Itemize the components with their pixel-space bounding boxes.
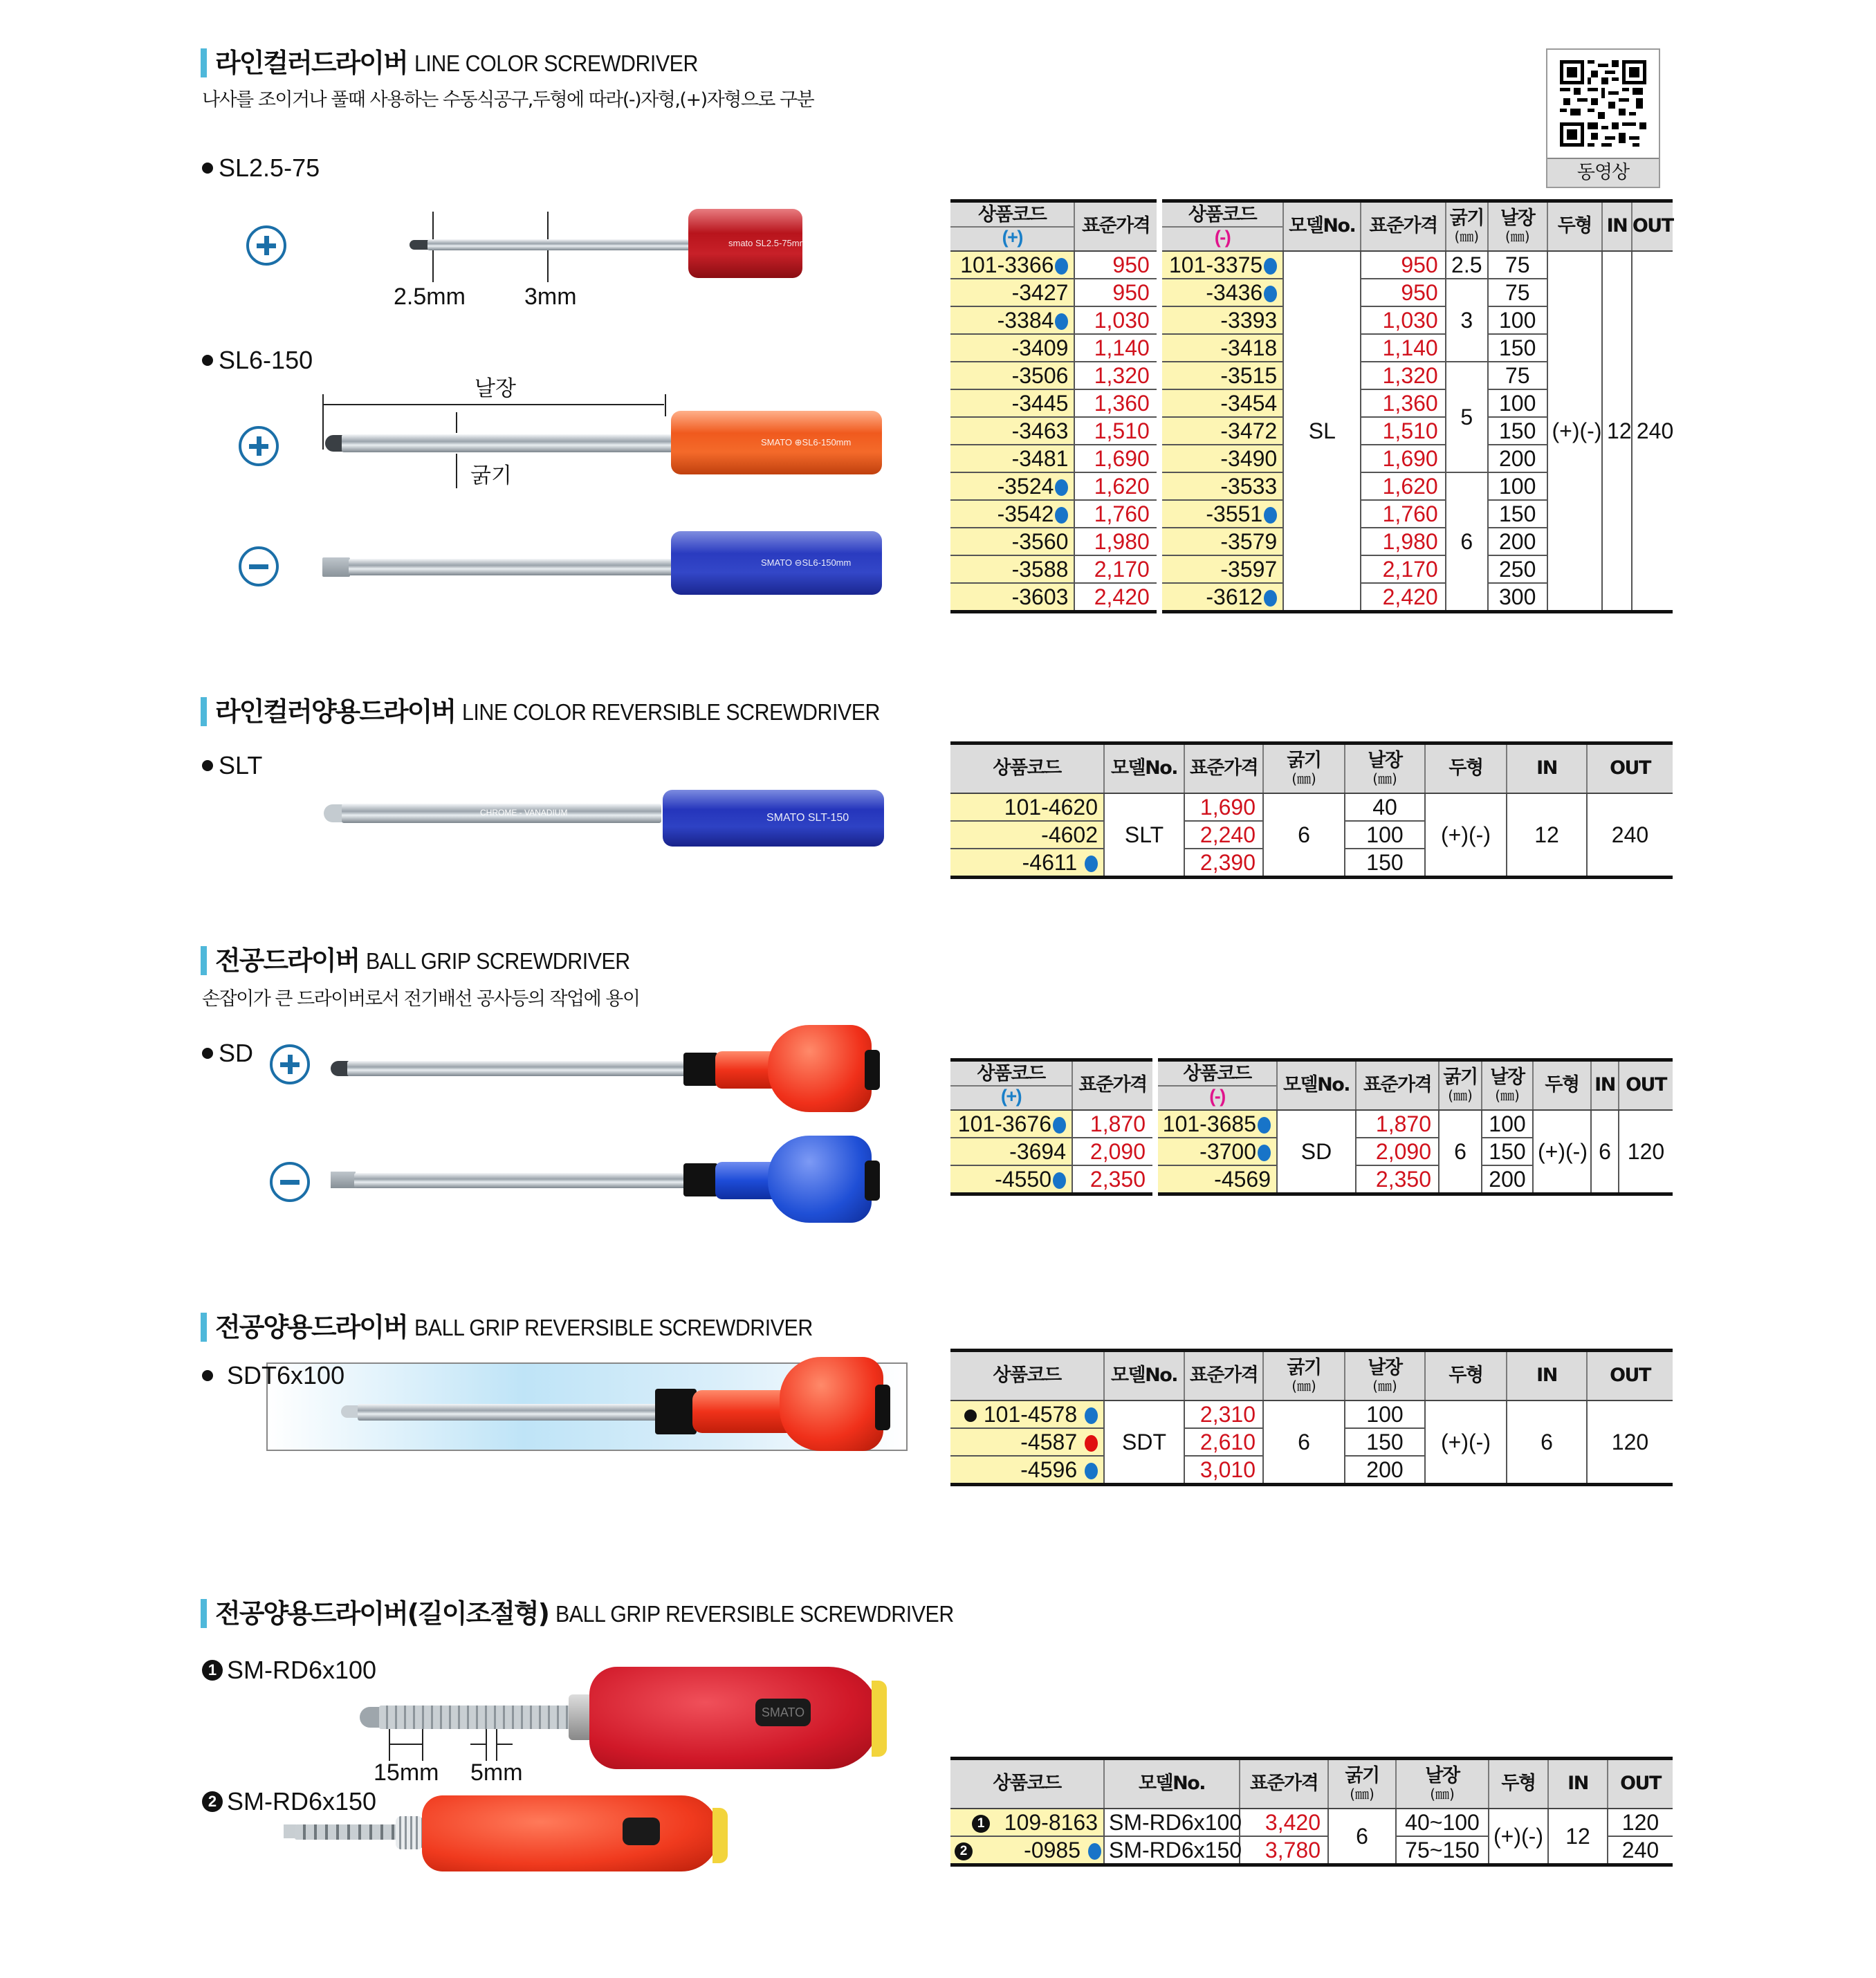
section-heading-line-color [201,47,722,79]
length-cell: 100 [1345,1401,1425,1428]
model-label-sd: SD [202,1039,253,1068]
col-header-in: IN [1507,1351,1587,1401]
qr-video-box[interactable] [1546,48,1660,188]
col-header-price: 표준가격 [1361,201,1445,251]
handle-text: SMATO SLT-150 [766,812,849,824]
minus-price-cell: 950 [1361,251,1445,279]
in-cell: 6 [1591,1110,1619,1194]
thickness-cell: 5 [1446,362,1488,472]
minus-price-cell: 1,510 [1361,417,1445,445]
section-description: 손잡이가 큰 드라이버로서 전기배선 공사등의 작업에 용이 [202,988,640,1010]
shaft-text: CHROME - VANADIUM [480,808,568,817]
thickness-cell: 6 [1328,1809,1396,1865]
minus-price-cell: 2,090 [1356,1138,1439,1165]
handle-logo: SMATO [755,1699,811,1726]
in-cell: 12 [1602,251,1632,612]
length-cell: 75 [1488,279,1547,306]
col-header-head: 두형 [1425,743,1507,793]
table-row [950,793,1673,821]
red-dot-icon [1085,1435,1098,1452]
col-header-length: 날장 (㎜) [1488,201,1547,251]
out-cell: 240 [1608,1836,1673,1865]
model-cell: SDT [1104,1401,1184,1485]
col-header-code-plus: 상품코드 (+) [950,201,1074,251]
thickness-cell: 6 [1263,793,1345,878]
length-cell: 250 [1488,555,1547,583]
model-cell: SL [1283,251,1361,612]
plus-price-cell: 950 [1074,279,1159,306]
price-cell: 3,420 [1240,1809,1328,1836]
plus-price-cell: 2,090 [1072,1138,1155,1165]
col-header-in: IN [1602,201,1632,251]
minus-price-cell: 2,350 [1356,1165,1439,1194]
heading-english: LINE COLOR SCREWDRIVER [414,50,698,76]
table-row [950,1809,1673,1836]
blue-dot-icon [1055,479,1068,496]
length-cell: 100 [1345,821,1425,849]
plus-price-cell: 2,420 [1074,583,1159,612]
plus-code-cell: -3427 [950,279,1074,306]
model-label-sm-rd6x100: 1 SM-RD6x100 [202,1656,376,1685]
col-header-price: 표준가격 [1184,1351,1263,1401]
plus-price-cell: 1,980 [1074,528,1159,555]
dim-tip-label: 2.5mm [394,284,466,310]
plus-code-cell: -3506 [950,362,1074,389]
length-cell: 40 [1345,793,1425,821]
thickness-cell: 6 [1439,1110,1482,1194]
col-header-thickness: 굵기 (㎜) [1446,201,1488,251]
plus-price-cell: 1,030 [1074,306,1159,334]
minus-code-cell: -4569 [1155,1165,1277,1194]
head-cell: (+)(-) [1489,1809,1548,1865]
plus-price-cell: 1,360 [1074,389,1159,417]
minus-code-cell: -3490 [1159,445,1283,472]
blue-dot-icon [1264,590,1277,607]
section-heading-line-color-reversible [201,696,917,728]
out-cell: 120 [1619,1110,1673,1194]
plus-price-cell: 1,870 [1072,1110,1155,1138]
price-cell: 3,010 [1184,1456,1263,1485]
blue-dot-icon [1258,1145,1271,1161]
bullet-icon [202,1048,213,1059]
price-cell: 1,690 [1184,793,1263,821]
col-header-model: 모델No. [1104,1351,1184,1401]
dim-5mm-label: 5mm [470,1759,523,1786]
number-badge: 1 [972,1815,990,1833]
in-cell: 12 [1548,1809,1608,1865]
number-badge: 2 [202,1791,223,1812]
thickness-cell: 2.5 [1446,251,1488,279]
col-header-price: 표준가격 [1072,1060,1155,1110]
col-header-out: OUT [1632,201,1673,251]
plus-code-cell: 101-3676 [950,1110,1072,1138]
blue-dot-icon [1085,856,1098,872]
plus-price-cell: 1,320 [1074,362,1159,389]
head-cell: (+)(-) [1533,1110,1591,1194]
spec-table-ball-grip [950,1058,1673,1196]
plus-code-cell: -3384 [950,306,1074,334]
code-cell: -4587 [950,1428,1104,1456]
out-cell: 240 [1587,793,1673,878]
model-label-sdt6x100: SDT6x100 [202,1361,344,1390]
price-cell: 2,240 [1184,821,1263,849]
heading-english: BALL GRIP SCREWDRIVER [366,948,631,974]
length-arrow [324,404,664,405]
col-header-length: 날장 (㎜) [1345,743,1425,793]
accent-bar [201,1313,207,1342]
table-row [950,251,1673,279]
price-cell: 2,310 [1184,1401,1263,1428]
length-cell: 300 [1488,583,1547,612]
accent-bar [201,697,207,726]
col-header-price: 표준가격 [1184,743,1263,793]
plus-code-cell: -3560 [950,528,1074,555]
code-cell: 1 109-8163 [950,1809,1104,1836]
slotted-minus-icon [239,546,279,586]
heading-english: LINE COLOR REVERSIBLE SCREWDRIVER [462,699,881,725]
out-cell: 240 [1632,251,1673,612]
code-cell: 2 -0985 [950,1836,1104,1865]
minus-price-cell: 1,980 [1361,528,1445,555]
col-header-head: 두형 [1425,1351,1507,1401]
heading-korean: 라인컬러양용드라이버 [215,696,456,727]
dim-15mm-label: 15mm [374,1759,439,1786]
handle-text: SMATO ⊕SL6-150mm [761,437,852,447]
minus-code-cell: 101-3685 [1155,1110,1277,1138]
product-image-frame-sdt [266,1362,908,1451]
accent-bar [201,946,207,975]
minus-code-cell: -3612 [1159,583,1283,612]
col-header-thickness: 굵기 (㎜) [1263,1351,1345,1401]
spec-table-line-color [950,199,1673,613]
plus-price-cell: 1,140 [1074,334,1159,362]
in-cell: 6 [1507,1401,1587,1485]
qr-code-icon [1560,60,1646,147]
model-cell: SD [1277,1110,1356,1194]
plus-code-cell: 101-3366 [950,251,1074,279]
spec-table-ball-grip-reversible [950,1349,1673,1486]
col-header-price: 표준가격 [1356,1060,1439,1110]
dim-length-label: 날장 [475,376,516,401]
plus-code-cell: -3694 [950,1138,1072,1165]
qr-caption: 동영상 [1547,158,1659,187]
blue-dot-icon [1053,1117,1066,1134]
heading-korean: 라인컬러드라이버 [215,48,407,78]
col-header-code-plus: 상품코드 (+) [950,1060,1072,1110]
minus-code-cell: -3418 [1159,334,1283,362]
minus-price-cell: 1,140 [1361,334,1445,362]
model-cell: SM-RD6x100 [1104,1809,1240,1836]
heading-english: BALL GRIP REVERSIBLE SCREWDRIVER [555,1601,954,1627]
minus-price-cell: 2,420 [1361,583,1445,612]
col-header-length: 날장 (㎜) [1396,1759,1489,1809]
col-header-model: 모델No. [1104,1759,1240,1809]
minus-price-cell: 1,320 [1361,362,1445,389]
minus-price-cell: 1,030 [1361,306,1445,334]
col-header-length: 날장 (㎜) [1345,1351,1425,1401]
length-cell: 200 [1482,1165,1533,1194]
col-header-out: OUT [1587,743,1673,793]
blue-dot-icon [1055,258,1068,275]
blue-dot-icon [1055,507,1068,524]
plus-price-cell: 2,350 [1072,1165,1155,1194]
minus-code-cell: -3551 [1159,500,1283,528]
plus-code-cell: -3603 [950,583,1074,612]
plus-price-cell: 2,170 [1074,555,1159,583]
col-header-model: 모델No. [1283,201,1361,251]
out-cell: 120 [1608,1809,1673,1836]
plus-code-cell: -4550 [950,1165,1072,1194]
blue-dot-icon [1258,1117,1271,1134]
length-cell: 150 [1488,417,1547,445]
length-cell: 100 [1488,306,1547,334]
length-cell: 150 [1345,849,1425,878]
heading-korean: 전공드라이버 [215,945,360,976]
minus-price-cell: 1,760 [1361,500,1445,528]
phillips-plus-icon [239,426,279,466]
blue-dot-icon [1085,1463,1098,1479]
plus-code-cell: -3445 [950,389,1074,417]
plus-price-cell: 1,760 [1074,500,1159,528]
length-cell: 75~150 [1396,1836,1489,1865]
length-cell: 75 [1488,251,1547,279]
minus-price-cell: 1,620 [1361,472,1445,500]
col-header-in: IN [1507,743,1587,793]
length-cell: 150 [1345,1428,1425,1456]
code-cell: -4611 [950,849,1104,878]
plus-code-cell: -3542 [950,500,1074,528]
dim-arrow-15mm [389,1744,423,1745]
plus-code-cell: -3409 [950,334,1074,362]
col-header-length: 날장 (㎜) [1482,1060,1533,1110]
dim-shaft-label: 3mm [524,284,577,310]
bullet-icon [202,355,213,366]
length-cell: 100 [1482,1110,1533,1138]
length-cell: 150 [1488,500,1547,528]
model-cell: SM-RD6x150 [1104,1836,1240,1865]
heading-korean: 전공양용드라이버 [215,1312,407,1342]
heading-korean: 전공양용드라이버(길이조절형) [215,1598,549,1629]
model-label-sl2-5-75: SL2.5-75 [202,154,320,183]
table-row [950,1401,1673,1428]
model-cell: SLT [1104,793,1184,878]
length-cell: 200 [1488,528,1547,555]
bullet-icon [202,1370,213,1381]
blue-dot-icon [1088,1843,1101,1860]
thickness-cell: 6 [1263,1401,1345,1485]
dim-arrow-5mm [470,1744,486,1745]
col-header-code: 상품코드 [950,1759,1104,1809]
col-header-in: IN [1591,1060,1619,1110]
thickness-cell: 3 [1446,279,1488,362]
col-header-head: 두형 [1489,1759,1548,1809]
col-header-out: OUT [1608,1759,1673,1809]
minus-code-cell: -3472 [1159,417,1283,445]
length-cell: 100 [1488,389,1547,417]
code-cell: 101-4620 [950,793,1104,821]
head-cell: (+)(-) [1425,1401,1507,1485]
blue-dot-icon [1264,507,1277,524]
price-cell: 2,610 [1184,1428,1263,1456]
head-cell: (+)(-) [1547,251,1603,612]
col-header-out: OUT [1619,1060,1673,1110]
code-cell: 101-4578 [950,1401,1104,1428]
code-cell: -4602 [950,821,1104,849]
plus-price-cell: 1,510 [1074,417,1159,445]
handle-text: smato SL2.5-75mm [728,238,807,248]
price-cell: 3,780 [1240,1836,1328,1865]
accent-bar [201,48,207,77]
minus-code-cell: -3700 [1155,1138,1277,1165]
minus-code-cell: 101-3375 [1159,251,1283,279]
plus-price-cell: 1,620 [1074,472,1159,500]
minus-code-cell: -3436 [1159,279,1283,306]
handle-text: SMATO ⊖SL6-150mm [761,557,852,568]
blue-dot-icon [1053,1172,1066,1189]
bullet-icon [964,1409,977,1422]
bullet-icon [202,760,213,771]
minus-code-cell: -3393 [1159,306,1283,334]
col-header-model: 모델No. [1104,743,1184,793]
blue-dot-icon [1085,1407,1098,1424]
length-cell: 200 [1488,445,1547,472]
spec-table-ball-grip-adjustable [950,1757,1673,1867]
price-cell: 2,390 [1184,849,1263,878]
col-header-in: IN [1548,1759,1608,1809]
minus-code-cell: -3533 [1159,472,1283,500]
model-label-sm-rd6x150: 2 SM-RD6x150 [202,1787,376,1816]
col-header-code: 상품코드 [950,1351,1104,1401]
minus-price-cell: 950 [1361,279,1445,306]
phillips-plus-icon [246,225,286,266]
plus-code-cell: -3463 [950,417,1074,445]
number-badge: 1 [202,1660,223,1681]
section-heading-ball-grip [201,945,653,977]
minus-price-cell: 1,690 [1361,445,1445,472]
plus-price-cell: 950 [1074,251,1159,279]
length-cell: 75 [1488,362,1547,389]
length-cell: 40~100 [1396,1809,1489,1836]
minus-code-cell: -3597 [1159,555,1283,583]
length-cell: 200 [1345,1456,1425,1485]
col-header-code-minus: 상품코드 (-) [1159,201,1283,251]
col-header-code: 상품코드 [950,743,1104,793]
heading-english: BALL GRIP REVERSIBLE SCREWDRIVER [414,1315,813,1340]
col-header-code-minus: 상품코드 (-) [1155,1060,1277,1110]
minus-price-cell: 1,360 [1361,389,1445,417]
length-cell: 100 [1488,472,1547,500]
minus-price-cell: 2,170 [1361,555,1445,583]
col-header-price: 표준가격 [1240,1759,1328,1809]
col-header-thickness: 굵기 (㎜) [1439,1060,1482,1110]
col-header-head: 두형 [1547,201,1603,251]
length-cell: 150 [1488,334,1547,362]
phillips-plus-icon [270,1044,310,1084]
length-cell: 150 [1482,1138,1533,1165]
col-header-head: 두형 [1533,1060,1591,1110]
col-header-out: OUT [1587,1351,1673,1401]
slotted-minus-icon [270,1162,310,1202]
minus-code-cell: -3454 [1159,389,1283,417]
dim-thickness-label: 굵기 [470,463,512,488]
blue-dot-icon [1055,313,1068,330]
col-header-thickness: 굵기 (㎜) [1328,1759,1396,1809]
plus-code-cell: -3524 [950,472,1074,500]
section-heading-ball-grip-adjustable [201,1598,988,1629]
number-badge: 2 [955,1842,973,1860]
blue-dot-icon [1264,286,1277,302]
plus-code-cell: -3588 [950,555,1074,583]
bullet-icon [202,163,213,174]
thickness-cell: 6 [1446,472,1488,612]
col-header-price: 표준가격 [1074,201,1159,251]
minus-price-cell: 1,870 [1356,1110,1439,1138]
minus-code-cell: -3579 [1159,528,1283,555]
out-cell: 120 [1587,1401,1673,1485]
blue-dot-icon [1264,258,1277,275]
col-header-model: 모델No. [1277,1060,1356,1110]
table-row [950,1110,1673,1138]
plus-code-cell: -3481 [950,445,1074,472]
head-cell: (+)(-) [1425,793,1507,878]
section-description: 나사를 조이거나 풀때 사용하는 수동식공구,두형에 따라(-)자형,(+)자형으로 구분 [202,89,814,111]
code-cell: -4596 [950,1456,1104,1485]
spec-table-line-color-reversible [950,741,1673,879]
col-header-thickness: 굵기 (㎜) [1263,743,1345,793]
model-label-sl6-150: SL6-150 [202,346,313,375]
section-heading-ball-grip-reversible [201,1311,847,1343]
model-label-slt: SLT [202,751,262,780]
minus-code-cell: -3515 [1159,362,1283,389]
accent-bar [201,1599,207,1628]
in-cell: 12 [1507,793,1587,878]
plus-price-cell: 1,690 [1074,445,1159,472]
